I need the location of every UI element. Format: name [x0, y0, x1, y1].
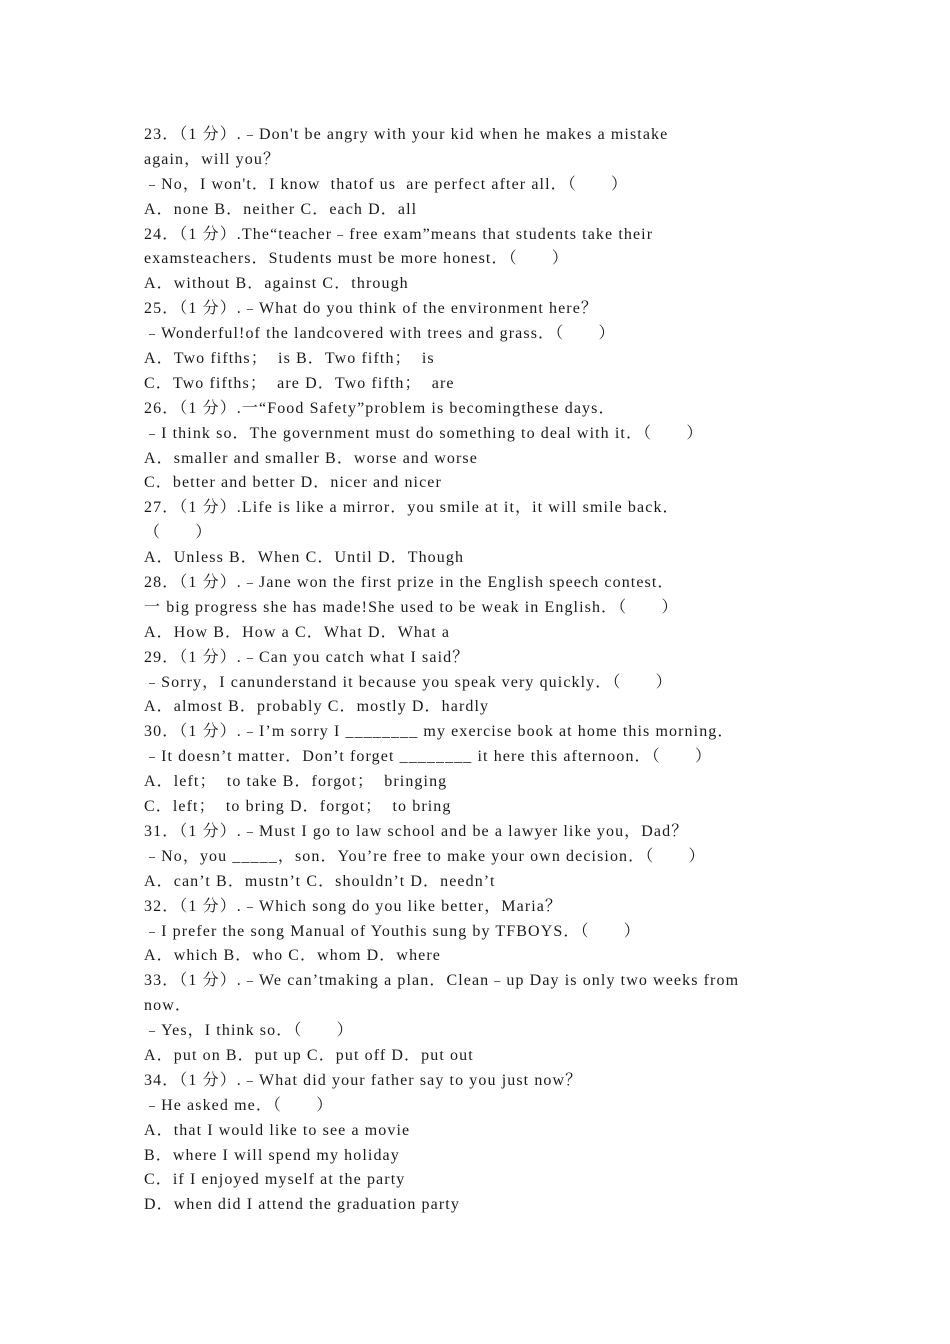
q23-stem-line-2: again，will you？ [144, 150, 281, 168]
q26-options-ab: A．smaller and smaller B．worse and worse [144, 449, 478, 467]
q33-stem-line-1: 33．（1 分）.﹣We can’tmaking a plan．Clean﹣up Day is only two weeks from [144, 972, 740, 990]
q31-response: ﹣No，you _____，son．You’re free to make your own decision．（ ） [144, 847, 706, 865]
q33-response: ﹣Yes，I think so．（ ） [144, 1022, 354, 1040]
q27-answer-blank: （ ） [144, 524, 213, 542]
q24-options: A．without B．against C．through [144, 275, 409, 293]
q33-stem-line-2: now． [144, 997, 192, 1015]
q34-stem: 34．（1 分）.﹣What did your father say to you just now？ [144, 1071, 583, 1089]
q26-stem: 26．（1 分）.一“Food Safety”problem is becomingthese days． [144, 399, 616, 417]
document-page [144, 123, 824, 1218]
q29-response: ﹣Sorry，I canunderstand it because you speak very quickly．（ ） [144, 673, 673, 691]
q34-option-d: D．when did I attend the graduation party [144, 1196, 460, 1214]
q32-stem: 32．（1 分）.﹣Which song do you like better，Maria？ [144, 897, 563, 915]
q34-response: ﹣He asked me．（ ） [144, 1096, 334, 1114]
q28-options: A．How B．How a C．What D．What a [144, 623, 451, 641]
q23-options: A．none B．neither C．each D．all [144, 200, 418, 218]
q32-options: A．which B．who C．whom D．where [144, 947, 441, 965]
q32-response: ﹣I prefer the song Manual of Youthis sung by TFBOYS．（ ） [144, 922, 641, 940]
q24-stem-line-1: 24．（1 分）.The“teacher﹣free exam”means that students take their [144, 225, 654, 243]
q26-options-cd: C．better and better D．nicer and nicer [144, 474, 442, 492]
q34-option-b: B．where I will spend my holiday [144, 1146, 400, 1164]
q31-options: A．can’t B．mustn’t C．shouldn’t D．needn’t [144, 872, 496, 890]
q30-stem: 30．（1 分）.﹣I’m sorry I ________ my exercise book at home this morning． [144, 723, 735, 741]
q29-options: A．almost B．probably C．mostly D．hardly [144, 698, 490, 716]
q25-stem: 25．（1 分）.﹣What do you think of the environment here？ [144, 300, 599, 318]
q28-stem: 28．（1 分）.﹣Jane won the first prize in the English speech contest． [144, 574, 675, 592]
q30-response: ﹣It doesn’t matter．Don’t forget ________ it here this afternoon．（ ） [144, 748, 713, 766]
q26-response: ﹣I think so．The government must do something to deal with it．（ ） [144, 424, 704, 442]
q28-response: 一 big progress she has made!She used to be weak in English．（ ） [144, 598, 679, 616]
q31-stem: 31．（1 分）.﹣Must I go to law school and be a lawyer like you，Dad？ [144, 822, 689, 840]
q25-response: ﹣Wonderful!of the landcovered with trees and grass．（ ） [144, 325, 616, 343]
q24-stem-line-2: examsteachers．Students must be more honest．（ ） [144, 250, 569, 268]
q27-options: A．Unless B．When C．Until D．Though [144, 549, 465, 567]
q23-response: ﹣No，I won't．I know thatof us are perfect after all．（ ） [144, 175, 629, 193]
q34-option-c: C．if I enjoyed myself at the party [144, 1171, 406, 1189]
q34-option-a: A．that I would like to see a movie [144, 1121, 411, 1139]
q29-stem: 29．（1 分）.﹣Can you catch what I said？ [144, 648, 470, 666]
q27-stem: 27．（1 分）.Life is like a mirror．you smile at it，it will smile back． [144, 499, 680, 517]
q23-stem-line-1: 23．（1 分）.﹣Don't be angry with your kid when he makes a mistake [144, 126, 669, 143]
q30-options-ab: A．left； to take B．forgot； bringing [144, 773, 448, 791]
q30-options-cd: C．left； to bring D．forgot； to bring [144, 798, 452, 816]
q25-options-cd: C．Two fifths； are D．Two fifth； are [144, 374, 455, 392]
q25-options-ab: A．Two fifths； is B．Two fifth； is [144, 350, 435, 368]
q33-options: A．put on B．put up C．put off D．put out [144, 1046, 474, 1064]
